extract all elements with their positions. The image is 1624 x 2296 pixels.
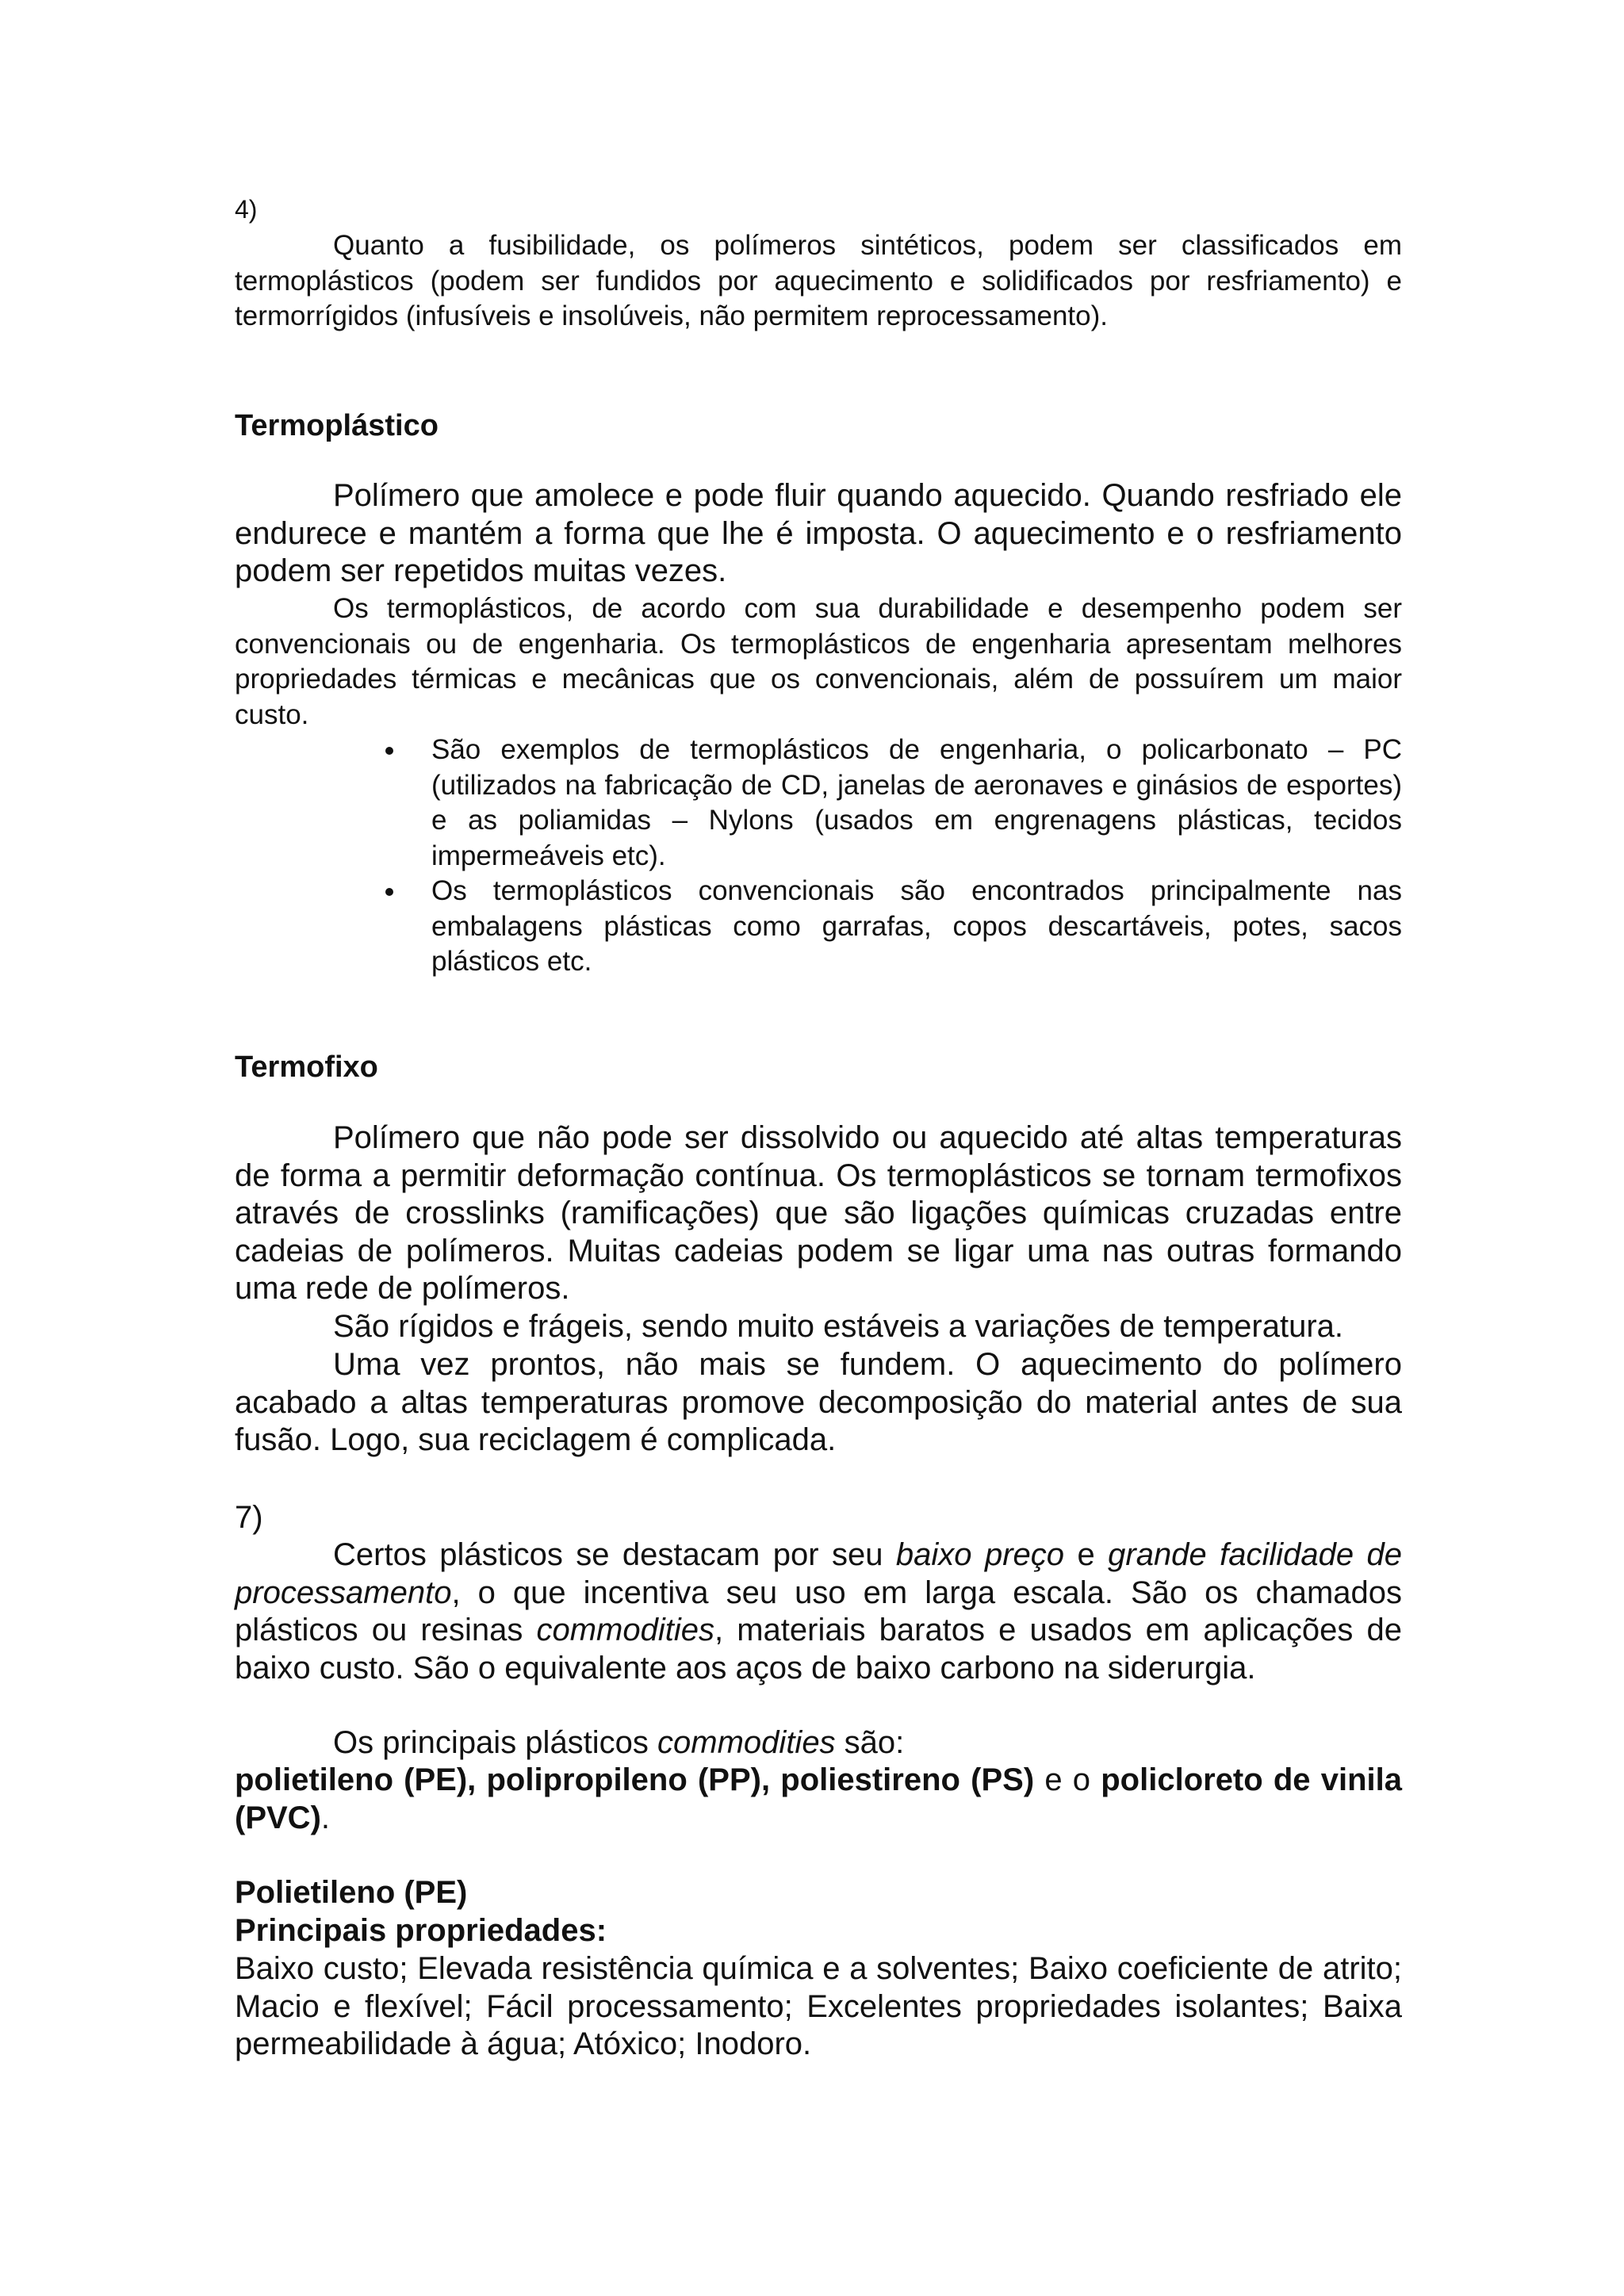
commodities-text-3: , o que incentiva seu uso em larga escala. São os chamados plásticos ou resinas: [235, 1575, 1402, 1647]
commodities-text-4: , materiais baratos e usados em aplicações de baixo custo. São o equivalente aos aços de baixo carbono na siderurgia.: [235, 1613, 1402, 1686]
commodities-text-1: Certos plásticos se destacam por seu: [333, 1537, 896, 1572]
commodities-italic-baixo-preco: baixo preço: [895, 1537, 1065, 1572]
termofixo-paragraph-1: Polímero que não pode ser dissolvido ou aquecido até altas temperaturas de forma a permitir deformação contínua. Os termoplásticos se tornam termofixos através de crosslinks (ramificações) que são ligações químicas cruzadas entre cadeias de polímeros. Muitas cadeias podem se ligar uma nas outras formando uma rede de polímeros.: [235, 1120, 1402, 1306]
main-commodities-italic: commodities: [657, 1725, 836, 1760]
fusibility-intro-paragraph: Quanto a fusibilidade, os polímeros sintéticos, podem ser classificados em termoplásticos (podem ser fundidos por aquecimento e solidificados por resfriamento) e termorrígidos (infusíveis e insolúveis, não permitem reprocessamento).: [235, 230, 1402, 331]
termoplastico-details-paragraph: Os termoplásticos, de acordo com sua durabilidade e desempenho podem ser convencionais ou de engenharia. Os termoplásticos de engenharia apresentam melhores propriedades térmicas e mecânicas que os convencionais, além de possuírem um maior custo.: [235, 593, 1402, 730]
termoplastico-definition-paragraph: Polímero que amolece e pode fluir quando aquecido. Quando resfriado ele endurece e mantém a forma que lhe é imposta. O aquecimento e o resfriamento podem ser repetidos muitas vezes.: [235, 478, 1402, 588]
commodities-bold-list: polietileno (PE), polipropileno (PP), poliestireno (PS): [235, 1762, 1035, 1797]
bullet-icon: [385, 888, 393, 896]
termofixo-paragraph-2: São rígidos e frágeis, sendo muito estáveis a variações de temperatura.: [333, 1309, 1344, 1344]
section-number-4: 4): [235, 195, 258, 224]
termofixo-heading: Termofixo: [235, 1050, 378, 1084]
commodities-intro-paragraph: [235, 1536, 1402, 1687]
termoplastico-bullet-list: [235, 733, 1402, 980]
polietileno-heading: Polietileno (PE): [235, 1875, 468, 1910]
commodities-bold-pvc: policloreto de vinila (PVC): [235, 1762, 1403, 1835]
bullet-icon: [385, 747, 393, 755]
commodities-text-2: e: [1064, 1537, 1109, 1572]
commodities-list-period: .: [320, 1800, 331, 1835]
document-page: [235, 0, 1402, 2296]
commodities-italic-facilidade: grande facilidade de processamento: [235, 1537, 1403, 1610]
bullet-text-convencionais: Os termoplásticos convencionais são encontrados principalmente nas embalagens plásticas como garrafas, copos descartáveis, potes, sacos plásticos etc.: [431, 875, 1402, 977]
main-commodities-text-2: são:: [835, 1725, 905, 1760]
polietileno-properties-paragraph: Baixo custo; Elevada resistência química e a solventes; Baixo coeficiente de atrito; Macio e flexível; Fácil processamento; Excelentes propriedades isolantes; Baixa permeabilidade à água; Atóxico; Inodoro.: [235, 1951, 1402, 2061]
main-commodities-text-1: Os principais plásticos: [333, 1725, 658, 1760]
main-commodities-intro: [235, 1724, 1402, 1762]
polietileno-subheading: Principais propriedades:: [235, 1913, 607, 1948]
main-commodities-list: [235, 1762, 1402, 1837]
list-item: [431, 874, 1402, 980]
commodities-italic-term: commodities: [536, 1613, 714, 1647]
termofixo-paragraph-3: Uma vez prontos, não mais se fundem. O aquecimento do polímero acabado a altas temperaturas promove decomposição do material antes de sua fusão. Logo, sua reciclagem é complicada.: [235, 1347, 1402, 1457]
list-item: [431, 733, 1402, 874]
commodities-list-conjunction: e o: [1034, 1762, 1101, 1797]
termoplastico-heading: Termoplástico: [235, 409, 439, 442]
section-number-7: 7): [235, 1500, 263, 1535]
bullet-text-engenharia: São exemplos de termoplásticos de engenharia, o policarbonato – PC (utilizados na fabricação de CD, janelas de aeronaves e ginásios de esportes) e as poliamidas – Nylons (usados em engrenagens plásticas, tecidos impermeáveis etc).: [431, 734, 1402, 871]
